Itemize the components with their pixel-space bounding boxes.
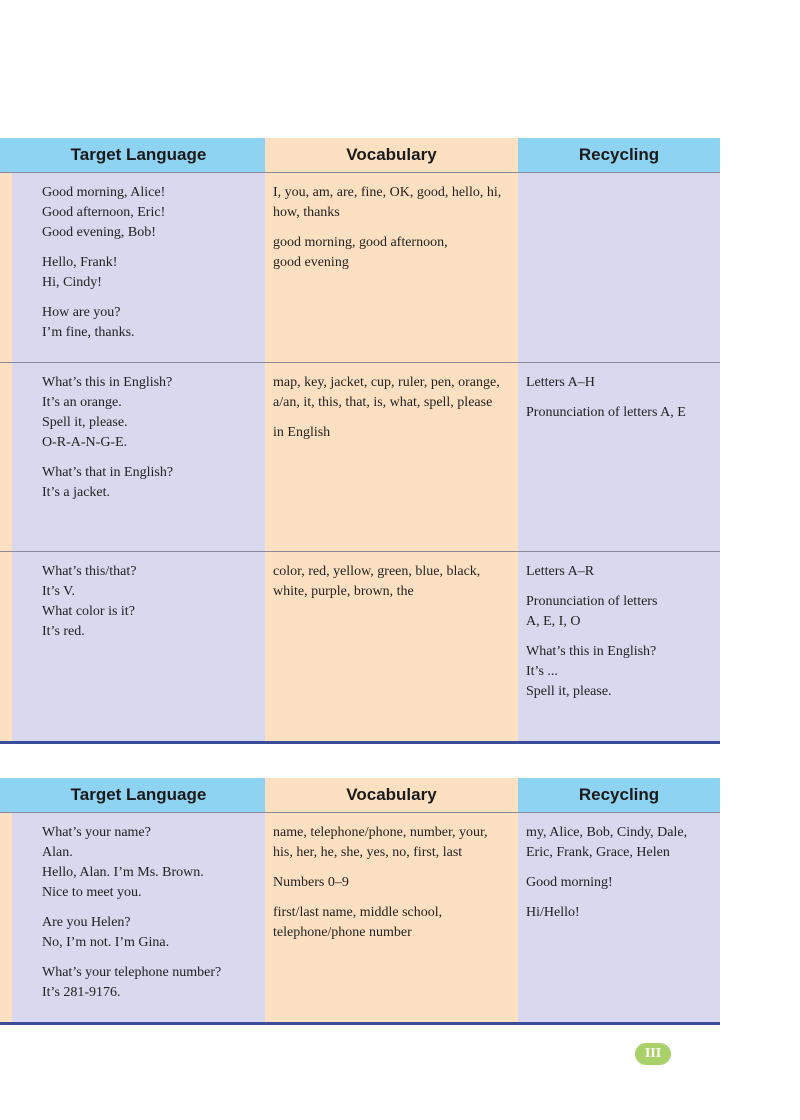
text-line: What’s this in English?	[42, 375, 173, 390]
text-line: map, key, jacket, cup, ruler, pen, orange,	[273, 375, 500, 390]
cell-paragraph	[273, 873, 508, 893]
table-body	[0, 812, 720, 1022]
text-line: how, thanks	[273, 205, 340, 220]
text-line: Good evening, Bob!	[42, 225, 156, 240]
cell-paragraph	[273, 903, 508, 943]
table-row	[0, 172, 720, 362]
text-line: Letters A–H	[526, 375, 595, 390]
recycling-cell	[518, 552, 720, 741]
header-target-language: Target Language	[12, 138, 265, 172]
text-line: in English	[273, 425, 331, 440]
cell-paragraph	[42, 253, 255, 293]
cell-paragraph	[42, 963, 255, 1003]
row-spacer	[0, 173, 12, 362]
target-language-cell	[12, 363, 265, 551]
row-spacer	[0, 813, 12, 1022]
recycling-cell	[518, 363, 720, 551]
header-vocabulary: Vocabulary	[265, 778, 518, 812]
text-line: It’s 281-9176.	[42, 985, 121, 1000]
text-line: telephone/phone number	[273, 925, 412, 940]
text-line: color, red, yellow, green, blue, black,	[273, 564, 481, 579]
cell-paragraph	[526, 592, 710, 632]
header-target-language: Target Language	[12, 778, 265, 812]
header-spacer	[0, 778, 12, 812]
text-line: Spell it, please.	[42, 415, 128, 430]
text-line: Numbers 0–9	[273, 875, 349, 890]
cell-paragraph	[42, 562, 255, 642]
table-row	[0, 812, 720, 1022]
row-spacer	[0, 363, 12, 551]
cell-paragraph	[42, 913, 255, 953]
text-line: good evening	[273, 255, 349, 270]
table-row	[0, 362, 720, 551]
text-line: white, purple, brown, the	[273, 584, 414, 599]
text-line: his, her, he, she, yes, no, first, last	[273, 845, 463, 860]
text-line: I, you, am, are, fine, OK, good, hello, hi,	[273, 185, 502, 200]
cell-paragraph	[526, 403, 710, 423]
cell-paragraph	[42, 183, 255, 243]
cell-paragraph	[526, 642, 710, 702]
cell-paragraph	[273, 423, 508, 443]
text-line: Hi, Cindy!	[42, 275, 102, 290]
header-vocabulary: Vocabulary	[265, 138, 518, 172]
cell-paragraph	[526, 562, 710, 582]
text-line: Good morning!	[526, 875, 613, 890]
text-line: Nice to meet you.	[42, 885, 142, 900]
text-line: name, telephone/phone, number, your,	[273, 825, 488, 840]
text-line: It’s a jacket.	[42, 485, 111, 500]
text-line: my, Alice, Bob, Cindy, Dale,	[526, 825, 688, 840]
text-line: Hello, Alan. I’m Ms. Brown.	[42, 865, 204, 880]
text-line: What’s this/that?	[42, 564, 137, 579]
target-language-cell	[12, 552, 265, 741]
text-line: Good afternoon, Eric!	[42, 205, 166, 220]
text-line: What’s that in English?	[42, 465, 174, 480]
text-line: Are you Helen?	[42, 915, 131, 930]
header-recycling: Recycling	[518, 778, 720, 812]
text-line: What’s this in English?	[526, 644, 657, 659]
target-language-cell	[12, 173, 265, 362]
table-row	[0, 551, 720, 741]
text-line: Eric, Frank, Grace, Helen	[526, 845, 670, 860]
cell-paragraph	[526, 373, 710, 393]
vocabulary-cell	[265, 363, 518, 551]
text-line: a/an, it, this, that, is, what, spell, please	[273, 395, 493, 410]
table-body	[0, 172, 720, 741]
cell-paragraph	[273, 233, 508, 273]
text-line: A, E, I, O	[526, 614, 581, 629]
cell-paragraph	[526, 903, 710, 923]
text-line: Alan.	[42, 845, 73, 860]
recycling-cell	[518, 813, 720, 1022]
cell-paragraph	[526, 873, 710, 893]
unit-table-2	[0, 778, 720, 1025]
text-line: I’m fine, thanks.	[42, 325, 135, 340]
text-line: What’s your telephone number?	[42, 965, 222, 980]
text-line: It’s ...	[526, 664, 558, 679]
table-bottom-border	[0, 741, 720, 744]
text-line: No, I’m not. I’m Gina.	[42, 935, 170, 950]
vocabulary-cell	[265, 552, 518, 741]
table-header	[0, 138, 720, 172]
cell-paragraph	[42, 373, 255, 453]
header-spacer	[0, 138, 12, 172]
vocabulary-cell	[265, 173, 518, 362]
text-line: What color is it?	[42, 604, 135, 619]
cell-paragraph	[273, 823, 508, 863]
text-line: What’s your name?	[42, 825, 151, 840]
vocabulary-cell	[265, 813, 518, 1022]
text-line: Good morning, Alice!	[42, 185, 166, 200]
text-line: first/last name, middle school,	[273, 905, 443, 920]
cell-paragraph	[42, 823, 255, 903]
cell-paragraph	[273, 373, 508, 413]
cell-paragraph	[526, 823, 710, 863]
table-bottom-border	[0, 1022, 720, 1025]
text-line: How are you?	[42, 305, 121, 320]
cell-paragraph	[42, 463, 255, 503]
text-line: Hello, Frank!	[42, 255, 118, 270]
text-line: It’s an orange.	[42, 395, 122, 410]
header-recycling: Recycling	[518, 138, 720, 172]
text-line: Spell it, please.	[526, 684, 612, 699]
target-language-cell	[12, 813, 265, 1022]
text-line: It’s V.	[42, 584, 75, 599]
row-spacer	[0, 552, 12, 741]
cell-paragraph	[273, 562, 508, 602]
cell-paragraph	[42, 303, 255, 343]
cell-paragraph	[273, 183, 508, 223]
text-line: O-R-A-N-G-E.	[42, 435, 128, 450]
text-line: Letters A–R	[526, 564, 595, 579]
page-number-badge: III	[635, 1043, 671, 1065]
text-line: Hi/Hello!	[526, 905, 580, 920]
table-header	[0, 778, 720, 812]
recycling-cell	[518, 173, 720, 362]
text-line: Pronunciation of letters	[526, 594, 658, 609]
text-line: Pronunciation of letters A, E	[526, 405, 686, 420]
text-line: It’s red.	[42, 624, 85, 639]
unit-table-1	[0, 138, 720, 744]
text-line: good morning, good afternoon,	[273, 235, 448, 250]
